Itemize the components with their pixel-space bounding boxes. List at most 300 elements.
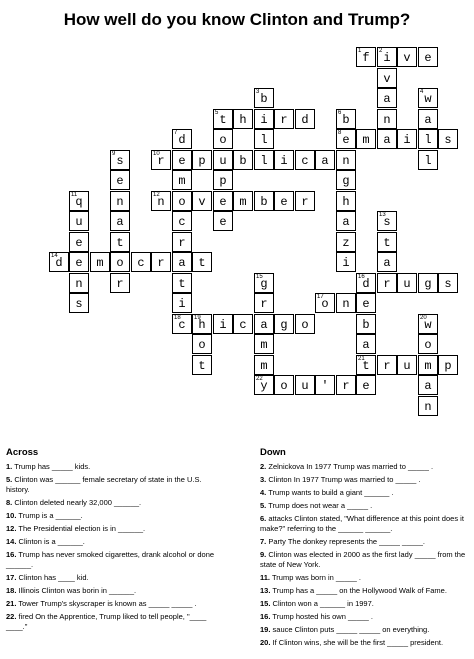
cell-letter: s <box>383 215 391 229</box>
cell-number: 10 <box>153 151 160 157</box>
cell-letter: r <box>383 277 391 291</box>
cell-letter: o <box>116 256 124 270</box>
grid-cell[interactable] <box>377 232 397 252</box>
cell-number: 11 <box>71 192 78 198</box>
grid-cell[interactable] <box>377 252 397 272</box>
cell-letter: o <box>321 297 329 311</box>
cell-letter: b <box>260 195 268 209</box>
grid-cell[interactable] <box>295 150 315 170</box>
cell-number: 2 <box>379 48 383 54</box>
cell-letter: t <box>383 236 391 250</box>
grid-cell[interactable] <box>110 273 130 293</box>
grid-cell[interactable] <box>172 293 192 313</box>
cell-letter: e <box>75 236 83 250</box>
cell-letter: a <box>383 256 391 270</box>
grid-cell[interactable] <box>418 273 438 293</box>
down-clues <box>260 448 474 651</box>
across-clue <box>6 612 221 632</box>
cell-letter: e <box>178 154 186 168</box>
grid-cell[interactable] <box>131 252 151 272</box>
clue-text: If Clinton wins, she will be the first _____ president. <box>272 638 444 647</box>
cell-letter: v <box>403 51 411 65</box>
clue-number: 13. <box>260 586 271 595</box>
cell-letter: c <box>301 154 309 168</box>
grid-cell[interactable] <box>356 129 376 149</box>
grid-cell[interactable] <box>192 334 212 354</box>
clue-number: 20. <box>260 638 271 647</box>
grid-cell[interactable] <box>336 129 356 149</box>
cell-letter: l <box>424 154 432 168</box>
cell-letter: a <box>342 215 350 229</box>
down-clue <box>260 550 474 570</box>
down-clue <box>260 537 474 547</box>
grid-cell[interactable] <box>418 334 438 354</box>
grid-cell[interactable] <box>377 68 397 88</box>
cell-number: 13 <box>379 212 386 218</box>
clue-text: fired On the Apprentice, Trump liked to tell people, "____ ____." <box>6 612 207 631</box>
cell-number: 14 <box>51 253 58 259</box>
grid-cell[interactable] <box>69 252 89 272</box>
grid-cell[interactable] <box>356 273 376 293</box>
cell-letter: r <box>342 379 350 393</box>
clue-number: 9. <box>260 550 267 559</box>
grid-cell[interactable] <box>254 129 274 149</box>
grid-cell[interactable] <box>356 375 376 395</box>
puzzle-title: How well do you know Clinton and Trump? <box>63 10 411 29</box>
cell-number: 3 <box>256 89 260 95</box>
cell-letter: o <box>178 195 186 209</box>
cell-letter: g <box>424 277 432 291</box>
clue-text: Trump has never smoked cigarettes, drank alcohol or done ______. <box>6 550 215 569</box>
grid-cell[interactable] <box>213 129 233 149</box>
across-clues <box>6 448 221 635</box>
cell-letter: o <box>219 133 227 147</box>
cell-number: 19 <box>194 315 201 321</box>
cell-number: 12 <box>153 192 160 198</box>
grid-cell[interactable] <box>172 314 192 334</box>
cell-letter: n <box>75 277 83 291</box>
cell-letter: t <box>116 236 124 250</box>
grid-cell[interactable] <box>418 375 438 395</box>
cell-letter: a <box>321 154 329 168</box>
grid-cell[interactable] <box>315 150 335 170</box>
grid-cell[interactable] <box>69 293 89 313</box>
cell-letter: a <box>383 92 391 106</box>
grid-cell[interactable] <box>438 355 458 375</box>
grid-cell[interactable] <box>172 273 192 293</box>
clue-number: 21. <box>6 599 17 608</box>
grid-cell[interactable] <box>438 129 458 149</box>
cell-letter: t <box>362 359 370 373</box>
cell-letter: s <box>444 277 452 291</box>
across-clue <box>6 573 221 583</box>
grid-cell[interactable] <box>295 314 315 334</box>
cell-letter: m <box>260 338 268 352</box>
down-clue <box>260 501 474 511</box>
cell-letter: a <box>178 256 186 270</box>
cell-letter: e <box>219 195 227 209</box>
cell-number: 21 <box>358 356 365 362</box>
grid-cell[interactable] <box>172 150 192 170</box>
cell-letter: u <box>75 215 83 229</box>
grid-cell[interactable] <box>192 314 212 334</box>
grid-cell[interactable] <box>336 150 356 170</box>
clue-text: Clinton was elected in 2000 as the first lady _____ from the state of New York. <box>260 550 466 569</box>
grid-cell[interactable] <box>110 232 130 252</box>
grid-cell[interactable] <box>213 191 233 211</box>
cell-letter: e <box>424 51 432 65</box>
cell-letter: m <box>239 195 247 209</box>
cell-letter: o <box>424 338 432 352</box>
grid-cell[interactable] <box>213 170 233 190</box>
cell-letter: r <box>157 154 165 168</box>
grid-cell[interactable] <box>418 396 438 416</box>
cell-letter: s <box>116 154 124 168</box>
grid-cell[interactable] <box>254 314 274 334</box>
cell-letter: n <box>157 195 165 209</box>
cell-letter: i <box>280 154 288 168</box>
grid-cell[interactable] <box>397 47 417 67</box>
cell-letter: y <box>260 379 268 393</box>
grid-cell[interactable] <box>418 150 438 170</box>
down-clue <box>260 462 474 472</box>
cell-letter: p <box>444 359 452 373</box>
clue-number: 4. <box>260 488 267 497</box>
grid-cell[interactable] <box>69 232 89 252</box>
cell-letter: u <box>219 154 227 168</box>
grid-cell[interactable] <box>377 355 397 375</box>
clue-text: Party The donkey represents the _____ _____. <box>268 537 425 546</box>
cell-letter: d <box>301 113 309 127</box>
cell-letter: l <box>424 133 432 147</box>
cell-letter: c <box>178 215 186 229</box>
grid-cell[interactable] <box>356 355 376 375</box>
cell-letter: e <box>116 174 124 188</box>
grid-cell[interactable] <box>213 109 233 129</box>
grid-cell[interactable] <box>110 170 130 190</box>
cell-letter: c <box>239 318 247 332</box>
grid-cell[interactable] <box>336 252 356 272</box>
cell-letter: p <box>198 154 206 168</box>
cell-letter: g <box>280 318 288 332</box>
cell-letter: e <box>362 379 370 393</box>
cell-letter: a <box>383 133 391 147</box>
clue-number: 16. <box>260 612 271 621</box>
grid-cell[interactable] <box>418 129 438 149</box>
grid-cell[interactable] <box>192 191 212 211</box>
cell-letter: m <box>178 174 186 188</box>
cell-number: 15 <box>256 274 263 280</box>
grid-cell[interactable] <box>151 191 171 211</box>
grid-cell[interactable] <box>438 273 458 293</box>
cell-letter: b <box>239 154 247 168</box>
grid-cell[interactable] <box>397 355 417 375</box>
grid-cell[interactable] <box>336 375 356 395</box>
clue-text: sauce Clinton puts _____ _____ on everything. <box>272 625 430 634</box>
grid-cell[interactable] <box>110 191 130 211</box>
down-clue <box>260 612 474 622</box>
grid-cell[interactable] <box>418 109 438 129</box>
grid-cell[interactable] <box>110 211 130 231</box>
cell-number: 22 <box>256 376 263 382</box>
clue-number: 22. <box>6 612 17 621</box>
grid-cell[interactable] <box>172 170 192 190</box>
clue-text: Trump is a ______. <box>18 511 83 520</box>
clue-number: 1. <box>6 462 13 471</box>
cell-letter: r <box>280 113 288 127</box>
clue-text: Trump has _____ kids. <box>14 462 91 471</box>
cell-letter: l <box>260 133 268 147</box>
across-clue <box>6 511 221 521</box>
cell-letter: o <box>198 338 206 352</box>
grid-cell[interactable] <box>336 170 356 190</box>
grid-cell[interactable] <box>90 252 110 272</box>
cell-letter: n <box>116 195 124 209</box>
grid-cell[interactable] <box>233 314 253 334</box>
cell-letter: a <box>116 215 124 229</box>
clue-number: 7. <box>260 537 267 546</box>
cell-letter: r <box>301 195 309 209</box>
grid-cell[interactable] <box>254 109 274 129</box>
cell-letter: t <box>219 113 227 127</box>
grid-cell[interactable] <box>295 375 315 395</box>
across-clue <box>6 586 221 596</box>
cell-letter: m <box>96 256 104 270</box>
grid-cell[interactable] <box>233 109 253 129</box>
across-clue <box>6 475 221 495</box>
cell-letter: m <box>362 133 370 147</box>
cell-letter: r <box>157 256 165 270</box>
grid-cell[interactable] <box>254 191 274 211</box>
clue-number: 6. <box>260 514 267 523</box>
grid-cell[interactable] <box>295 191 315 211</box>
clue-number: 2. <box>260 462 267 471</box>
cell-letter: q <box>75 195 83 209</box>
grid-cell[interactable] <box>110 150 130 170</box>
grid-cell[interactable] <box>69 191 89 211</box>
grid-cell[interactable] <box>377 109 397 129</box>
clue-number: 5. <box>6 475 13 484</box>
across-clue <box>6 498 221 508</box>
across-clue-list <box>6 462 221 632</box>
grid-cell[interactable] <box>233 150 253 170</box>
grid-cell[interactable] <box>254 375 274 395</box>
grid-cell[interactable] <box>418 314 438 334</box>
grid-cell[interactable] <box>49 252 69 272</box>
cell-letter: h <box>342 195 350 209</box>
clue-number: 16. <box>6 550 17 559</box>
clue-text: Trump was born in _____ . <box>271 573 361 582</box>
cell-letter: z <box>342 236 350 250</box>
cell-number: 7 <box>174 130 178 136</box>
grid-cell[interactable] <box>254 88 274 108</box>
cell-letter: n <box>424 400 432 414</box>
grid-cell[interactable] <box>69 211 89 231</box>
cell-letter: a <box>362 338 370 352</box>
across-clue <box>6 462 221 472</box>
cell-letter: b <box>342 113 350 127</box>
grid-cell[interactable] <box>254 334 274 354</box>
grid-cell[interactable] <box>336 211 356 231</box>
down-clue <box>260 573 474 583</box>
grid-cell[interactable] <box>69 273 89 293</box>
grid-cell[interactable] <box>233 191 253 211</box>
grid-cell[interactable] <box>377 129 397 149</box>
clue-text: Tower Trump's skyscraper is known as _____ _____ . <box>18 599 197 608</box>
across-clue <box>6 524 221 534</box>
clue-text: The Presidential election is in ______. <box>18 524 146 533</box>
grid-cell[interactable] <box>110 252 130 272</box>
grid-cell[interactable] <box>336 109 356 129</box>
cell-letter: i <box>178 297 186 311</box>
cell-number: 5 <box>215 110 219 116</box>
cell-number: 20 <box>420 315 427 321</box>
clue-number: 18. <box>6 586 17 595</box>
cell-letter: e <box>280 195 288 209</box>
down-clue <box>260 599 474 609</box>
cell-letter: e <box>219 215 227 229</box>
cell-letter: i <box>383 51 391 65</box>
grid-cell[interactable] <box>418 47 438 67</box>
grid-cell[interactable] <box>172 191 192 211</box>
grid-cell[interactable] <box>356 314 376 334</box>
cell-letter: c <box>137 256 145 270</box>
cell-letter: t <box>198 256 206 270</box>
grid-cell[interactable] <box>254 150 274 170</box>
clue-text: Clinton won a ______ in 1997. <box>272 599 374 608</box>
cell-letter: g <box>260 277 268 291</box>
clue-number: 12. <box>6 524 17 533</box>
cell-letter: g <box>342 174 350 188</box>
across-heading: Across <box>6 447 39 458</box>
cell-letter: a <box>424 379 432 393</box>
grid-cell[interactable] <box>397 273 417 293</box>
clue-number: 17. <box>6 573 17 582</box>
grid-cell[interactable] <box>377 273 397 293</box>
grid-cell[interactable] <box>172 252 192 272</box>
grid-cell[interactable] <box>274 109 294 129</box>
across-clue <box>6 537 221 547</box>
clue-text: Trump has a _____ on the Hollywood Walk of Fame. <box>272 586 447 595</box>
cell-letter: r <box>383 359 391 373</box>
grid-cell[interactable] <box>192 150 212 170</box>
grid-cell[interactable] <box>418 355 438 375</box>
cell-letter: r <box>178 236 186 250</box>
across-clue <box>6 599 221 609</box>
down-heading: Down <box>260 447 286 458</box>
grid-cell[interactable] <box>213 150 233 170</box>
down-clue <box>260 488 474 498</box>
cell-letter: o <box>280 379 288 393</box>
cell-letter: t <box>198 359 206 373</box>
clue-text: Trump wants to build a giant ______ . <box>268 488 394 497</box>
grid-cell[interactable] <box>254 273 274 293</box>
grid-cell[interactable] <box>274 150 294 170</box>
grid-cell[interactable] <box>356 47 376 67</box>
cell-letter: ' <box>321 379 329 393</box>
grid-cell[interactable] <box>213 314 233 334</box>
cell-letter: b <box>260 92 268 106</box>
clue-text: Clinton was ______ female secretary of state in the U.S. history. <box>6 475 202 494</box>
grid-cell[interactable] <box>151 252 171 272</box>
across-clue <box>6 550 221 570</box>
cell-letter: u <box>403 277 411 291</box>
cell-letter: a <box>424 113 432 127</box>
grid-cell[interactable] <box>377 211 397 231</box>
cell-letter: r <box>116 277 124 291</box>
grid-cell[interactable] <box>315 293 335 313</box>
clue-number: 14. <box>6 537 17 546</box>
clue-number: 15. <box>260 599 271 608</box>
clue-text: Trump does not wear a _____ . <box>268 501 373 510</box>
cell-letter: v <box>383 72 391 86</box>
grid-cell[interactable] <box>418 88 438 108</box>
cell-letter: s <box>75 297 83 311</box>
cell-number: 4 <box>420 89 424 95</box>
cell-letter: s <box>444 133 452 147</box>
down-clue-list <box>260 462 474 648</box>
grid-cell[interactable] <box>274 375 294 395</box>
cell-letter: m <box>424 359 432 373</box>
clue-number: 19. <box>260 625 271 634</box>
clue-text: attacks Clinton stated, "What difference at this point does it make?" referring to the ______ ______. <box>260 514 464 533</box>
clue-text: Clinton is a ______. <box>18 537 85 546</box>
grid-cell[interactable] <box>274 191 294 211</box>
grid-cell[interactable] <box>192 252 212 272</box>
cell-letter: i <box>403 133 411 147</box>
clue-text: Zelnickova In 1977 Trump was married to _____ . <box>268 462 434 471</box>
cell-letter: c <box>178 318 186 332</box>
grid-cell[interactable] <box>295 109 315 129</box>
cell-number: 1 <box>358 48 362 54</box>
grid-cell[interactable] <box>397 129 417 149</box>
grid-cell[interactable] <box>172 129 192 149</box>
grid-cell[interactable] <box>336 232 356 252</box>
grid-cell[interactable] <box>336 293 356 313</box>
clue-number: 8. <box>6 498 13 507</box>
grid-cell[interactable] <box>315 375 335 395</box>
clue-text: Clinton In 1977 Trump was married to _____ . <box>268 475 421 484</box>
grid-cell[interactable] <box>192 355 212 375</box>
cell-letter: h <box>198 318 206 332</box>
grid-cell[interactable] <box>213 211 233 231</box>
clue-number: 11. <box>260 573 271 582</box>
grid-cell[interactable] <box>151 150 171 170</box>
grid-cell[interactable] <box>172 211 192 231</box>
clue-number: 5. <box>260 501 267 510</box>
grid-cell[interactable] <box>254 293 274 313</box>
cell-letter: i <box>342 256 350 270</box>
down-clue <box>260 475 474 485</box>
cell-letter: d <box>362 277 370 291</box>
grid-cell[interactable] <box>377 47 397 67</box>
cell-letter: o <box>301 318 309 332</box>
cell-letter: r <box>260 297 268 311</box>
grid-cell[interactable] <box>377 88 397 108</box>
clue-text: Clinton deleted nearly 32,000 ______. <box>14 498 142 507</box>
grid-cell[interactable] <box>254 355 274 375</box>
grid-cell[interactable] <box>356 334 376 354</box>
grid-cell[interactable] <box>336 191 356 211</box>
clue-number: 3. <box>260 475 267 484</box>
cell-letter: d <box>55 256 63 270</box>
cell-letter: n <box>342 154 350 168</box>
cell-number: 16 <box>358 274 365 280</box>
cell-number: 18 <box>174 315 181 321</box>
grid-cell[interactable] <box>274 314 294 334</box>
grid-cell[interactable] <box>172 232 192 252</box>
grid-cell[interactable] <box>356 293 376 313</box>
